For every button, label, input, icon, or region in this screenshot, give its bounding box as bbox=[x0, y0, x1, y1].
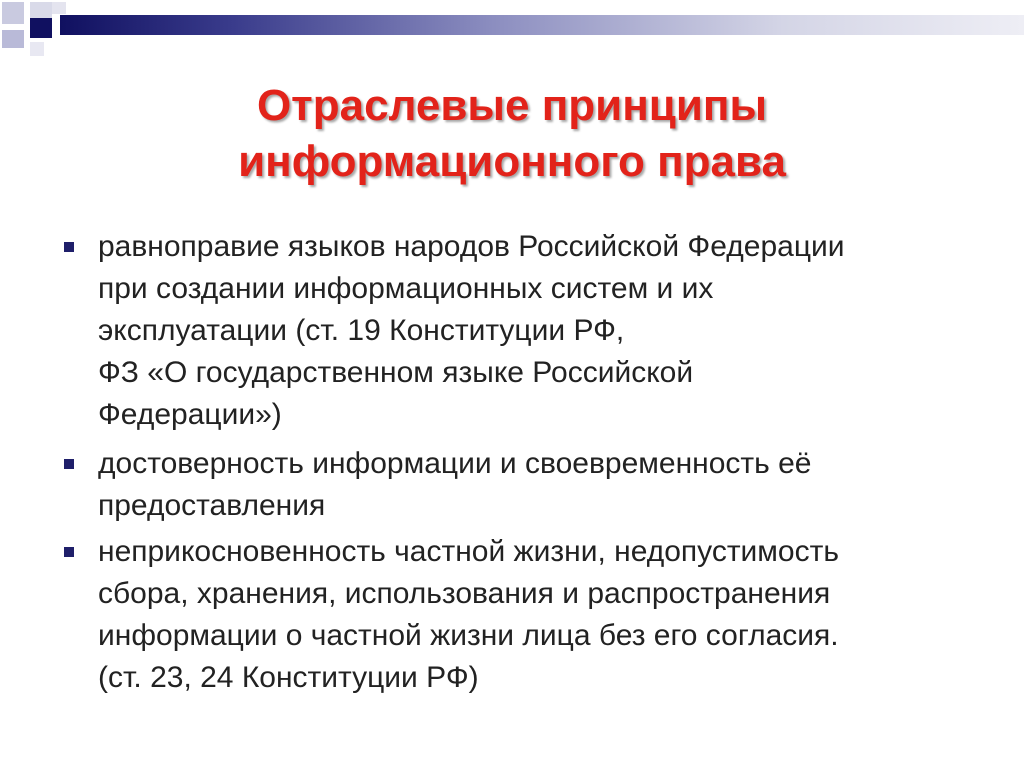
bullet-line: достоверность информации и своевременность её bbox=[98, 447, 812, 480]
bullet-line: при создании информационных систем и их bbox=[98, 272, 714, 305]
title-line: Отраслевые принципы bbox=[256, 81, 768, 130]
bullet-item bbox=[98, 531, 998, 699]
bullet-square-icon bbox=[64, 547, 74, 557]
bullet-line: эксплуатации (ст. 19 Конституции РФ, bbox=[98, 314, 625, 347]
bullet-item bbox=[98, 443, 998, 527]
bullet-line: равноправие языков народов Российской Федерации bbox=[98, 230, 845, 263]
bullet-line: (ст. 23, 24 Конституции РФ) bbox=[98, 661, 479, 694]
bullet-item bbox=[98, 226, 998, 436]
bullet-line: информации о частной жизни лица без его согласия. bbox=[98, 619, 839, 652]
bullet-line: ФЗ «О государственном языке Российской bbox=[98, 356, 694, 389]
bullet-line: предоставления bbox=[98, 489, 326, 522]
bullet-square-icon bbox=[64, 459, 74, 469]
bullet-line: Федерации») bbox=[98, 398, 282, 431]
bullet-line: неприкосновенность частной жизни, недопустимость bbox=[98, 535, 839, 568]
title-line: информационного права bbox=[238, 137, 786, 186]
bullet-line: сбора, хранения, использования и распространения bbox=[98, 577, 831, 610]
bullet-square-icon bbox=[64, 242, 74, 252]
